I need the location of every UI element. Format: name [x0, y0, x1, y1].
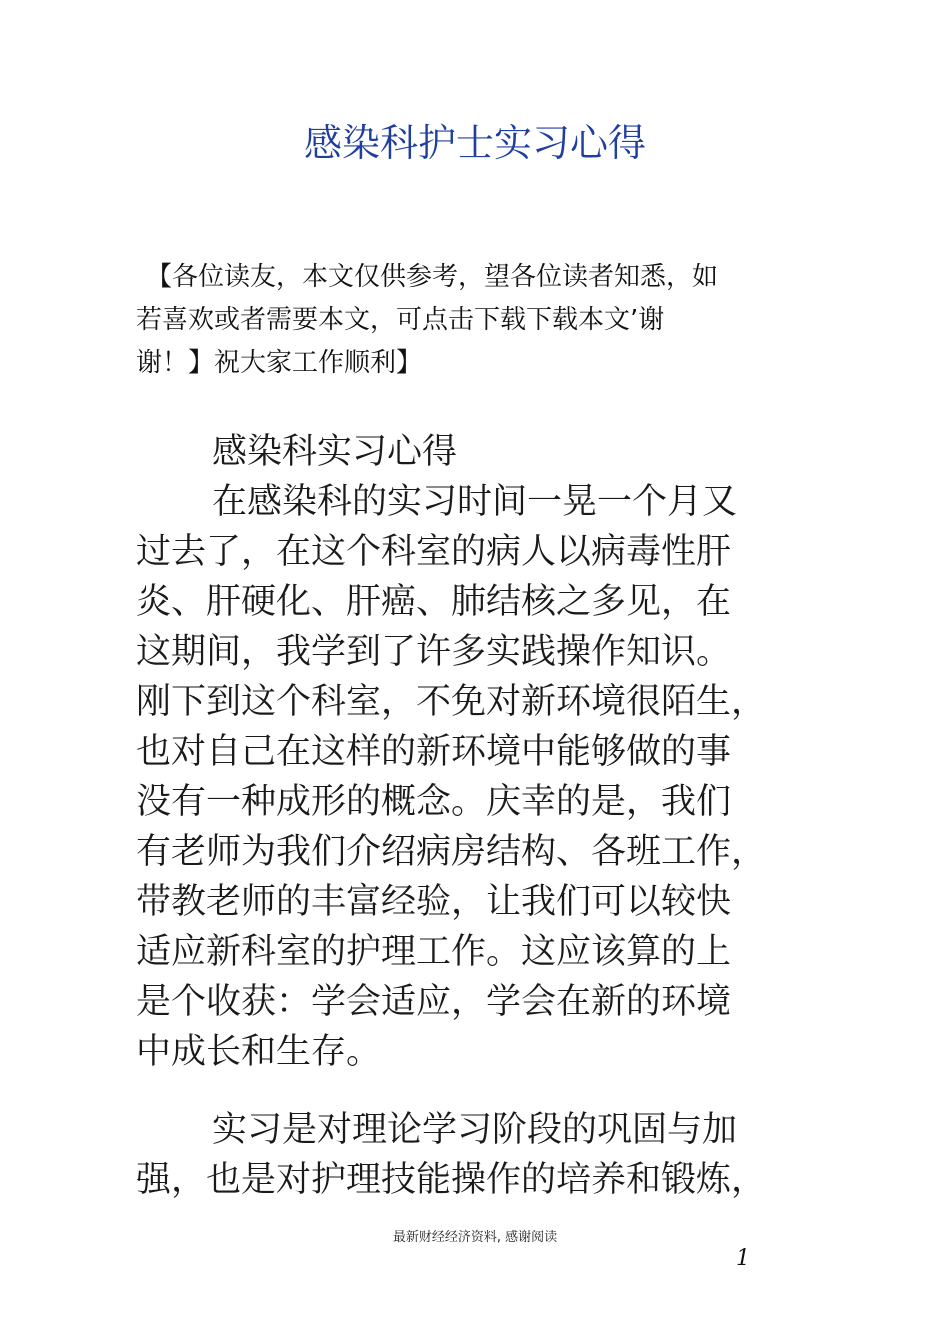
paragraph-line: 带教老师的丰富经验，让我们可以较快 — [136, 882, 732, 922]
paragraph-line: 在感染科的实习时间一晃一个月又 — [212, 482, 738, 522]
paragraph-line: 是个收获：学会适应，学会在新的环境 — [136, 982, 732, 1022]
paragraph-line: 炎、肝硬化、肝癌、肺结核之多见，在 — [136, 582, 732, 622]
paragraph-line: 有老师为我们介绍病房结构、各班工作， — [136, 832, 767, 872]
page-number: 1 — [736, 1246, 750, 1271]
footer-note: 最新财经经济资料, 感谢阅读 — [392, 1230, 558, 1245]
paragraph-line: 过去了，在这个科室的病人以病毒性肝 — [136, 532, 732, 572]
paragraph-line: 这期间，我学到了许多实践操作知识。 — [136, 632, 732, 672]
paragraph-line: 刚下到这个科室，不免对新环境很陌生， — [136, 682, 767, 722]
paragraph-line: 没有一种成形的概念。庆幸的是，我们 — [136, 782, 732, 822]
paragraph-line: 中成长和生存。 — [136, 1032, 382, 1072]
page-title: 感染科护士实习心得 — [303, 121, 646, 165]
paragraph-line: 也对自己在这样的新环境中能够做的事 — [136, 732, 732, 772]
notice-line: 若喜欢或者需要本文，可点击下载下载本文’谢 — [136, 305, 665, 335]
notice-line: 【各位读友，本文仅供参考，望各位读者知悉，如 — [146, 262, 719, 292]
paragraph-line: 强，也是对护理技能操作的培养和锻炼， — [136, 1160, 767, 1200]
notice-line: 谢！】祝大家工作顺利】 — [136, 348, 423, 378]
section-subtitle: 感染科实习心得 — [212, 432, 458, 472]
article-body — [136, 427, 836, 1205]
paragraph-line: 实习是对理论学习阶段的巩固与加 — [212, 1110, 738, 1150]
reader-notice — [136, 256, 826, 385]
paragraph-line: 适应新科室的护理工作。这应该算的上 — [136, 932, 732, 972]
